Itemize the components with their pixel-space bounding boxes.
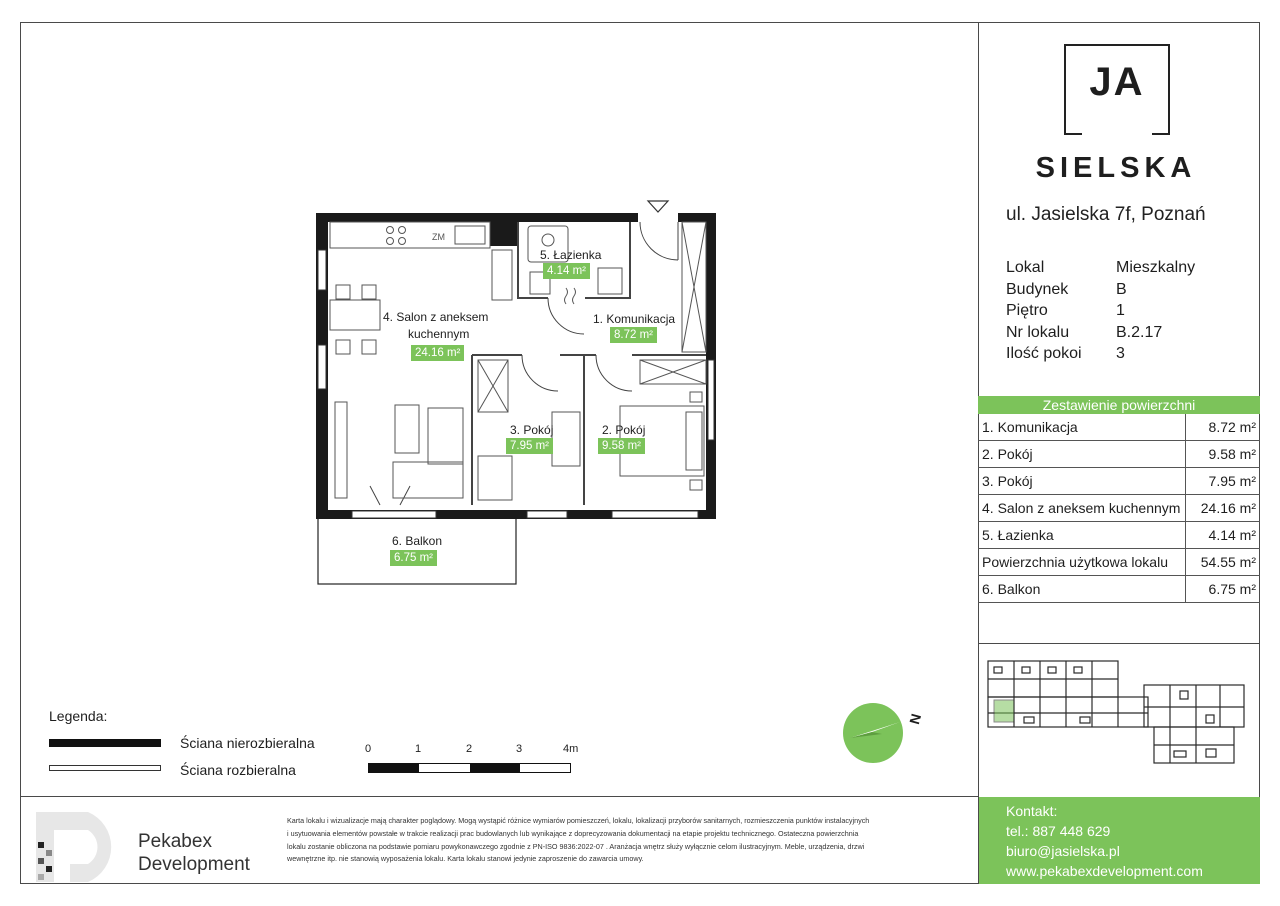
address: ul. Jasielska 7f, Poznań xyxy=(1006,204,1206,225)
area-table-title: Zestawienie powierzchni xyxy=(978,396,1260,414)
legend-partition-label: Ściana rozbieralna xyxy=(180,762,296,778)
table-row: 3. Pokój 7.95 m² xyxy=(978,468,1260,495)
compass-icon xyxy=(842,702,904,764)
pekabex-logo-icon xyxy=(36,812,128,882)
area-badge-pokoj-3: 7.95 m² xyxy=(506,438,553,454)
table-row: 2. Pokój 9.58 m² xyxy=(978,441,1260,468)
developer-name: Pekabex Development xyxy=(138,831,250,875)
logo-mark: JA xyxy=(1089,60,1145,104)
scale-label: 4m xyxy=(563,743,579,755)
room-label-salon: 4. Salon z aneksem xyxy=(383,310,489,324)
table-row: Powierzchnia użytkowa lokalu 54.55 m² xyxy=(978,549,1260,576)
contact-title: Kontakt: xyxy=(1006,803,1058,819)
area-badge-salon: 24.16 m² xyxy=(411,345,464,361)
area-badge-lazienka: 4.14 m² xyxy=(543,263,590,279)
scale-bar xyxy=(368,763,571,773)
scale-label: 3 xyxy=(516,743,523,755)
contact-phone[interactable]: tel.: 887 448 629 xyxy=(1006,823,1111,839)
divider-horizontal xyxy=(20,796,978,797)
room-label-pokoj-2: 2. Pokój xyxy=(602,423,646,437)
room-label-komunikacja: 1. Komunikacja xyxy=(593,312,676,326)
room-label-pokoj-3: 3. Pokój xyxy=(510,423,554,437)
area-badge-komunikacja: 8.72 m² xyxy=(610,327,657,343)
scale-label: 2 xyxy=(466,743,473,755)
table-row: 1. Komunikacja 8.72 m² xyxy=(978,414,1260,441)
divider-horizontal-right xyxy=(978,643,1260,644)
brand-name: SIELSKA xyxy=(1035,152,1197,184)
contact-website[interactable]: www.pekabexdevelopment.com xyxy=(1006,863,1203,879)
floor-plan xyxy=(300,195,730,595)
room-label-balkon: 6. Balkon xyxy=(392,534,443,548)
table-row: 6. Balkon 6.75 m² xyxy=(978,576,1260,603)
disclaimer: Karta lokalu i wizualizacje mają charakter poglądowy. Mogą wystąpić różnice wymiarów pomieszczeń, lokalu, lokalizacji przyborów sanitarnych, rozmieszczenia punktów instalacyjnych i usytuowania elementów powstałe w trakcie realizacji prac budowlanych lub wynikające z doprecyzowania dokumentacji na etapie projektu technicznego. Ostateczna powierzchnia lokalu zostanie obliczona na podstawie pomiaru powykonawczego zgodnie z PN-ISO 9836:2022-07 . Aranżacja wnętrz służy wyłącznie celom ilustracyjnym. Meble, urządzenia, drzwi wewnętrzne itp. nie stanowią wyposażenia lokalu. Karta lokalu stanowi jedynie zaproszenie do zawarcia umowy. xyxy=(287,816,870,864)
unit-info: Lokal Mieszkalny Budynek B Piętro 1 Nr lokalu B.2.17 Ilość pokoi 3 xyxy=(1006,259,1196,362)
legend-load-bearing-label: Ściana nierozbieralna xyxy=(180,735,315,751)
legend-partition-swatch xyxy=(49,765,161,771)
north-label: N xyxy=(906,712,925,726)
fridge-label: ZM xyxy=(432,232,445,242)
site-key-plan xyxy=(984,655,1250,771)
legend-load-bearing-swatch xyxy=(49,739,161,747)
table-row: 4. Salon z aneksem kuchennym 24.16 m² xyxy=(978,495,1260,522)
table-row: 5. Łazienka 4.14 m² xyxy=(978,522,1260,549)
room-label-salon-2: kuchennym xyxy=(408,327,470,341)
contact-email[interactable]: biuro@jasielska.pl xyxy=(1006,843,1120,859)
room-label-lazienka: 5. Łazienka xyxy=(540,248,602,262)
scale-label: 1 xyxy=(415,743,422,755)
area-badge-balkon: 6.75 m² xyxy=(390,550,437,566)
contact-panel xyxy=(979,797,1260,884)
area-table xyxy=(978,396,1260,603)
logo-frame-bottom xyxy=(1064,133,1170,135)
area-badge-pokoj-2: 9.58 m² xyxy=(598,438,645,454)
legend-title: Legenda: xyxy=(49,708,108,724)
scale-label: 0 xyxy=(365,743,372,755)
